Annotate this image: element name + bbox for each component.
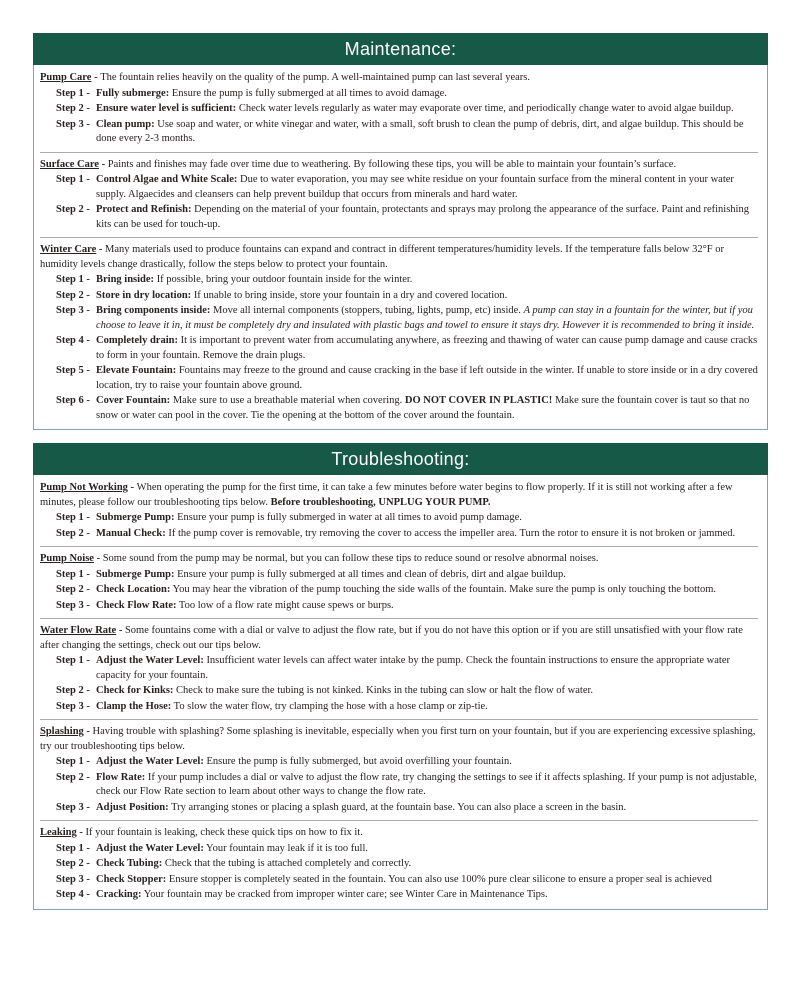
intro-text: Having trouble with splashing? Some splashing is inevitable, especially when you first turn on your fountain, but if you are experiencing excessive splashing, try our troubleshooting tips below. — [40, 726, 756, 752]
step-row — [40, 527, 758, 542]
step-row — [40, 87, 758, 102]
step-text: Ensure stopper is completely seated in the fountain. You can also use 100% pure clear silicone to ensure a proper seal is achieved — [166, 873, 712, 885]
step-label: Submerge Pump: — [96, 512, 175, 523]
step-body — [96, 87, 758, 102]
section-intro — [40, 624, 758, 653]
section-heading: Pump Noise — [40, 553, 94, 564]
step-number: Step 3 - — [56, 305, 90, 316]
step-text: A pump can stay in a fountain for the winter, but if you choose to leave it in, it must be completely dry and insulated with plastic bags and towel to ensure it stays dry. However it is recommended to bring it inside. — [96, 305, 755, 331]
step-number: Step 6 - — [56, 395, 90, 406]
step-label: Elevate Fountain: — [96, 365, 177, 376]
step-number: Step 3 - — [56, 873, 90, 885]
step-text: Your fountain may be cracked from improper winter care; see Winter Care in Maintenance Tips. — [141, 889, 548, 900]
step-label: Clean pump: — [96, 118, 155, 130]
step-body — [96, 289, 758, 304]
intro-text: - — [93, 553, 103, 564]
step-row — [40, 102, 758, 117]
step-text: Too low of a flow rate might cause spews or burps. — [176, 599, 394, 611]
section-divider — [40, 546, 758, 547]
step-body — [96, 888, 758, 903]
step-number: Step 3 - — [56, 118, 90, 130]
step-label: Manual Check: — [96, 527, 166, 539]
section — [40, 243, 758, 423]
intro-text: The fountain relies heavily on the quality of the pump. A well-maintained pump can last several years. — [100, 72, 530, 83]
section-intro — [40, 158, 758, 173]
step-number: Step 1 - — [56, 756, 90, 767]
section — [40, 71, 758, 147]
step-body — [96, 857, 758, 872]
section-heading: Pump Care — [40, 72, 92, 83]
step-row — [40, 583, 758, 598]
step-text: If possible, bring your outdoor fountain inside for the winter. — [154, 274, 413, 285]
step-row — [40, 771, 758, 800]
step-body — [96, 527, 758, 542]
step-number: Step 2 - — [56, 103, 90, 114]
step-row — [40, 755, 758, 770]
section-heading: Splashing — [40, 726, 84, 737]
step-row — [40, 857, 758, 872]
intro-text: - — [127, 482, 137, 493]
step-text: Fountains may freeze to the ground and cause cracking in the base if left outside in the winter. If unable to store inside or in a dry covered location, try to raise your fountain above ground. — [96, 365, 758, 391]
step-label: Check Flow Rate: — [96, 599, 177, 611]
step-number: Step 4 - — [56, 889, 90, 900]
step-row — [40, 394, 758, 423]
step-row — [40, 700, 758, 715]
step-label: Adjust the Water Level: — [96, 655, 204, 666]
step-body — [96, 700, 758, 715]
intro-text: Some fountains come with a dial or valve to adjust the flow rate, but if you do not have this option or if you are still unsatisfied with your flow rate after changing the settings, check out our tips below. — [40, 625, 743, 651]
intro-text: - — [83, 726, 93, 737]
step-text: It is important to prevent water from accumulating anywhere, as freezing and thawing of water can cause pump damage and cause cracks to form in your fountain. Remove the drain plugs. — [96, 335, 758, 361]
step-label: Check Location: — [96, 584, 171, 595]
intro-text: - — [116, 625, 125, 636]
step-label: Protect and Refinish: — [96, 204, 192, 215]
step-text: Ensure your pump is fully submerged in water at all times to avoid pump damage. — [174, 512, 522, 523]
step-row — [40, 599, 758, 614]
step-label: Store in dry location: — [96, 289, 192, 301]
step-number: Step 2 - — [56, 527, 90, 539]
step-text: Use soap and water, or white vinegar and water, with a small, soft brush to clean the pump of debris, dirt, and algae buildup. This should be done every 2-3 months. — [96, 118, 744, 144]
step-row — [40, 273, 758, 288]
step-text: Make sure the fountain cover is taut so that no snow or water can pool in the cover. Tie the opening at the bottom of the cover around the fountain. — [96, 395, 750, 421]
step-label: Ensure water level is sufficient: — [96, 103, 237, 114]
section-divider — [40, 152, 758, 153]
step-row — [40, 684, 758, 699]
step-body — [96, 684, 758, 699]
section-divider — [40, 618, 758, 619]
section-intro — [40, 552, 758, 567]
section-intro — [40, 71, 758, 86]
intro-text: - — [96, 244, 106, 255]
step-label: Submerge Pump: — [96, 568, 175, 580]
step-text: If the pump cover is removable, try removing the cover to access the impeller area. Turn the rotor to ensure it is not broken or jammed. — [165, 527, 736, 539]
step-label: Check Stopper: — [96, 873, 167, 885]
step-text: Your fountain may leak if it is too full. — [203, 842, 369, 854]
section-heading: Pump Not Working — [40, 482, 128, 493]
step-number: Step 1 - — [56, 655, 90, 666]
step-label: Cover Fountain: — [96, 395, 171, 406]
step-text: Due to water evaporation, you may see white residue on your fountain surface from the mineral content in your water supply. Algaecides and cleansers can help prevent buildup that occurs from minerals and hard water. — [96, 174, 734, 200]
step-number: Step 1 - — [56, 842, 90, 854]
troubleshooting-panel — [33, 443, 768, 910]
step-label: Check for Kinks: — [96, 685, 174, 696]
step-number: Step 1 - — [56, 568, 90, 580]
section — [40, 158, 758, 233]
step-row — [40, 118, 758, 147]
troubleshooting-header-bar — [33, 443, 768, 475]
step-row — [40, 842, 758, 857]
step-label: Completely drain: — [96, 335, 178, 346]
step-body — [96, 511, 758, 526]
troubleshooting-content — [33, 475, 768, 910]
step-text: DO NOT COVER IN PLASTIC! — [404, 395, 553, 406]
section-heading: Leaking — [40, 827, 77, 838]
section — [40, 552, 758, 613]
step-text: If unable to bring inside, store your fountain in a dry and covered location. — [191, 289, 508, 301]
section-divider — [40, 237, 758, 238]
step-body — [96, 173, 758, 202]
step-row — [40, 873, 758, 888]
step-text: Try arranging stones or placing a splash guard, at the fountain base. You can also place a screen in the basin. — [168, 801, 627, 813]
step-body — [96, 654, 758, 683]
step-text: You may hear the vibration of the pump touching the side walls of the fountain. Make sure the pump is only touching the bottom. — [170, 584, 716, 595]
step-text: Check water levels regularly as water may evaporate over time, and periodically change water to avoid algae buildup. — [236, 103, 734, 114]
intro-text: When operating the pump for the first time, it can take a few minutes before water begins to flow properly. If it is still not working after a few minutes, please follow our troubleshooting tips below. — [40, 482, 733, 508]
step-label: Clamp the Hose: — [96, 700, 172, 712]
step-text: Ensure the pump is fully submerged at all times to avoid damage. — [169, 87, 447, 99]
step-text: Ensure the pump is fully submerged, but avoid overfilling your fountain. — [203, 756, 512, 767]
section — [40, 624, 758, 714]
step-number: Step 2 - — [56, 289, 90, 301]
section-heading: Water Flow Rate — [40, 625, 117, 636]
section-heading: Winter Care — [40, 244, 97, 255]
section-divider — [40, 719, 758, 720]
step-body — [96, 583, 758, 598]
intro-text: If your fountain is leaking, check these quick tips on how to fix it. — [85, 827, 363, 838]
maintenance-panel — [33, 33, 768, 430]
step-text: Make sure to use a breathable material when covering. — [170, 395, 405, 406]
step-body — [96, 118, 758, 147]
step-body — [96, 102, 758, 117]
step-body — [96, 599, 758, 614]
step-number: Step 2 - — [56, 858, 90, 869]
step-body — [96, 755, 758, 770]
step-number: Step 1 - — [56, 512, 90, 523]
step-text: If your pump includes a dial or valve to adjust the flow rate, try changing the settings to see if it affects splashing. If your pump is not adjustable, check our Flow Rate section to learn about other ways to change the flow rate. — [96, 771, 757, 797]
step-text: To slow the water flow, try clamping the hose with a hose clamp or zip-tie. — [171, 700, 488, 712]
intro-text: - — [91, 72, 101, 83]
step-row — [40, 801, 758, 816]
section-divider — [40, 820, 758, 821]
step-number: Step 2 - — [56, 204, 90, 215]
step-text: Insufficient water levels can affect water intake by the pump. Check the fountain instructions to ensure the appropriate water capacity for your fountain. — [96, 655, 730, 681]
maintenance-header-bar — [33, 33, 768, 65]
step-text: Depending on the material of your fountain, protectants and sprays may prolong the appearance of the surface. Paint and refinishing kits can be used for touch-up. — [96, 204, 749, 230]
maintenance-title: Maintenance: — [344, 38, 457, 59]
step-label: Adjust the Water Level: — [96, 842, 204, 854]
step-text: Move all internal components (stoppers, tubing, lights, pump, etc) inside. — [210, 305, 524, 316]
step-number: Step 3 - — [56, 700, 90, 712]
section-intro — [40, 826, 758, 841]
step-body — [96, 203, 758, 232]
step-body — [96, 334, 758, 363]
section — [40, 725, 758, 815]
intro-text: - — [76, 827, 86, 838]
intro-text: - — [99, 158, 108, 170]
step-number: Step 2 - — [56, 685, 90, 696]
step-row — [40, 888, 758, 903]
step-text: Check to make sure the tubing is not kinked. Kinks in the tubing can slow or halt the flow of water. — [173, 685, 594, 696]
step-number: Step 1 - — [56, 87, 90, 99]
step-body — [96, 568, 758, 583]
section-heading: Surface Care — [40, 158, 99, 170]
step-row — [40, 568, 758, 583]
maintenance-content — [33, 65, 768, 430]
step-number: Step 3 - — [56, 801, 90, 813]
step-number: Step 2 - — [56, 584, 90, 595]
step-body — [96, 304, 758, 333]
step-row — [40, 203, 758, 232]
step-row — [40, 334, 758, 363]
step-row — [40, 173, 758, 202]
step-row — [40, 511, 758, 526]
step-body — [96, 842, 758, 857]
step-label: Adjust Position: — [96, 801, 169, 813]
step-body — [96, 771, 758, 800]
step-body — [96, 873, 758, 888]
step-number: Step 4 - — [56, 335, 90, 346]
step-number: Step 3 - — [56, 599, 90, 611]
step-label: Cracking: — [96, 889, 142, 900]
step-number: Step 1 - — [56, 274, 90, 285]
section-intro — [40, 725, 758, 754]
step-label: Control Algae and White Scale: — [96, 174, 238, 185]
step-number: Step 2 - — [56, 771, 90, 783]
intro-text: Before troubleshooting, UNPLUG YOUR PUMP. — [270, 496, 491, 508]
step-row — [40, 304, 758, 333]
step-row — [40, 364, 758, 393]
step-label: Bring inside: — [96, 274, 155, 285]
step-number: Step 1 - — [56, 174, 90, 185]
step-row — [40, 289, 758, 304]
step-number: Step 5 - — [56, 365, 90, 376]
step-text: Check that the tubing is attached completely and correctly. — [162, 858, 412, 869]
troubleshooting-title: Troubleshooting: — [331, 448, 470, 469]
step-body — [96, 364, 758, 393]
step-row — [40, 654, 758, 683]
step-body — [96, 801, 758, 816]
section-intro — [40, 243, 758, 272]
section — [40, 481, 758, 541]
step-text: Ensure your pump is fully submerged at all times and clean of debris, dirt and algae buildup. — [174, 568, 566, 580]
step-body — [96, 394, 758, 423]
step-body — [96, 273, 758, 288]
intro-text: Some sound from the pump may be normal, but you can follow these tips to reduce sound or resolve abnormal noises. — [102, 553, 599, 564]
step-label: Bring components inside: — [96, 305, 211, 316]
section-intro — [40, 481, 758, 510]
step-label: Flow Rate: — [96, 771, 146, 783]
step-label: Fully submerge: — [96, 87, 170, 99]
step-label: Adjust the Water Level: — [96, 756, 204, 767]
intro-text: Many materials used to produce fountains can expand and contract in different temperatures/humidity levels. If the temperature falls below 32°F or humidity levels change drastically, follow the steps below to protect your fountain. — [40, 244, 724, 270]
section — [40, 826, 758, 903]
step-label: Check Tubing: — [96, 858, 163, 869]
intro-text: Paints and finishes may fade over time due to weathering. By following these tips, you will be able to maintain your fountain’s surface. — [107, 158, 677, 170]
